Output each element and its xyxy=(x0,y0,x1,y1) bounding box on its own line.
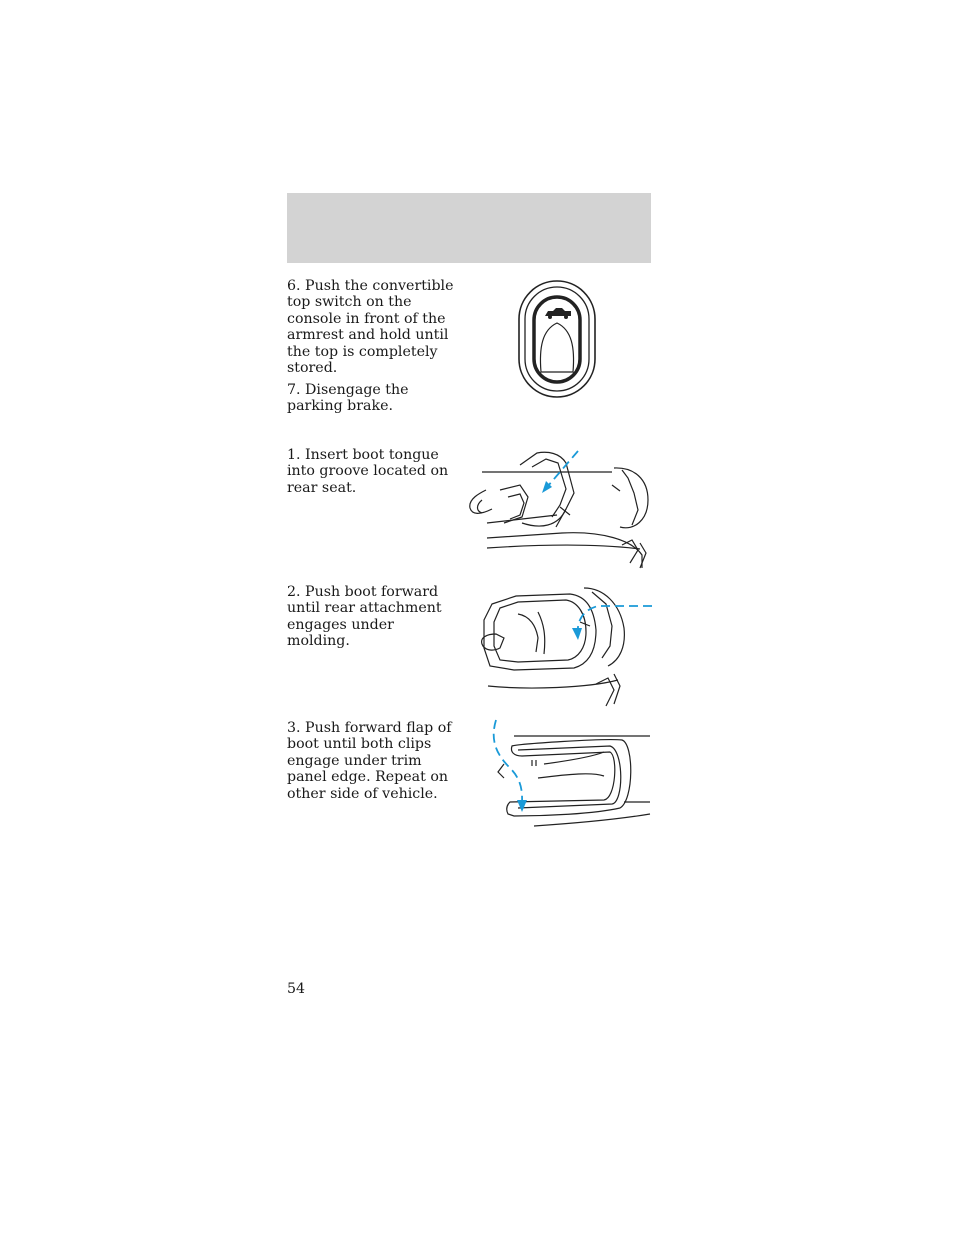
step-3-text: 3. Push forward flap of boot until both clips engage under trim panel edge. Repeat on other side of vehicle. xyxy=(287,720,452,802)
boot-tongue-insert-illustration xyxy=(462,445,654,572)
page-number: 54 xyxy=(287,981,306,997)
step-1-text: 1. Insert boot tongue into groove located on rear seat. xyxy=(287,447,449,496)
step-6-text: 6. Push the convertible top switch on the console in front of the armrest and hold until the top is completely stored. xyxy=(287,278,454,377)
car-icon xyxy=(545,308,571,319)
boot-flap-clips-illustration xyxy=(484,716,654,838)
step-2-text: 2. Push boot forward until rear attachment engages under molding. xyxy=(287,584,442,650)
step-7-text: 7. Disengage the parking brake. xyxy=(287,382,409,415)
boot-rear-attachment-illustration xyxy=(478,582,654,710)
convertible-top-switch-icon xyxy=(515,278,600,400)
section-header-bar xyxy=(287,193,651,263)
